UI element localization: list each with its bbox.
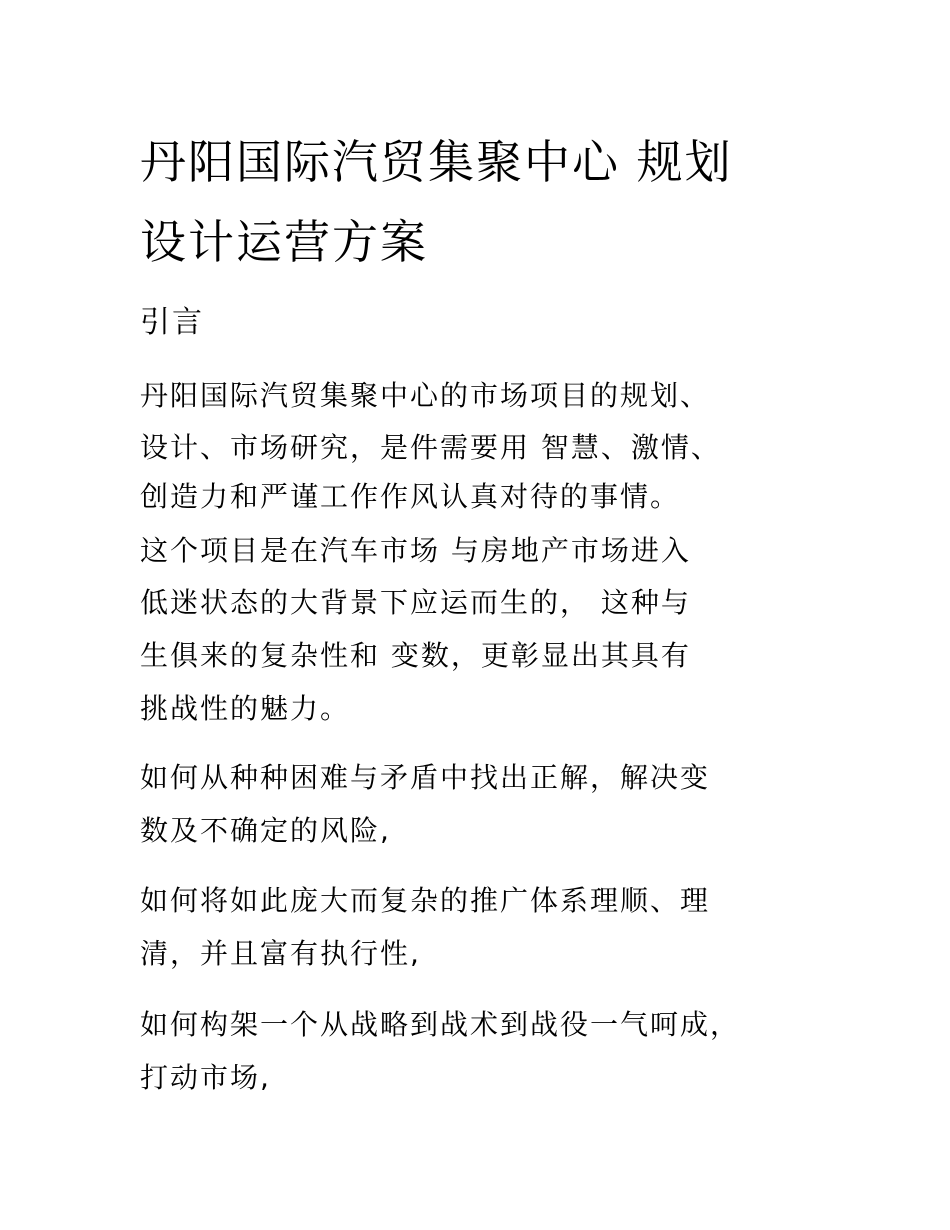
document-title-line-1: 丹阳国际汽贸集聚中心 规划: [140, 135, 733, 189]
paragraph-line: 创造力和严谨工作作风认真对待的事情。: [140, 480, 681, 513]
paragraph-line: 清，并且富有执行性,: [140, 937, 421, 970]
paragraph-line: 如何将如此庞大而复杂的推广体系理顺、理: [140, 884, 711, 917]
paragraph-line: 丹阳国际汽贸集聚中心的市场项目的规划、: [140, 379, 711, 412]
paragraph-line: 设计、市场研究，是件需要用 智慧、激情、: [140, 431, 721, 464]
paragraph-line: 数及不确定的风险,: [140, 814, 391, 847]
paragraph-line: 打动市场,: [140, 1061, 271, 1094]
paragraph-line: 生俱来的复杂性和 变数，更彰显出其具有: [140, 639, 691, 672]
paragraph-line: 如何构架一个从战略到战术到战役一气呵成，: [140, 1008, 741, 1041]
paragraph-line: 如何从种种困难与矛盾中找出正解，解决变: [140, 761, 711, 794]
document-title-line-2: 设计运营方案: [140, 215, 428, 269]
paragraph-line: 低迷状态的大背景下应运而生的， 这种与: [140, 586, 691, 619]
section-heading: 引言: [140, 305, 204, 340]
paragraph-line: 挑战性的魅力。: [140, 692, 351, 725]
paragraph-line: 这个项目是在汽车市场 与房地产市场进入: [140, 534, 691, 567]
